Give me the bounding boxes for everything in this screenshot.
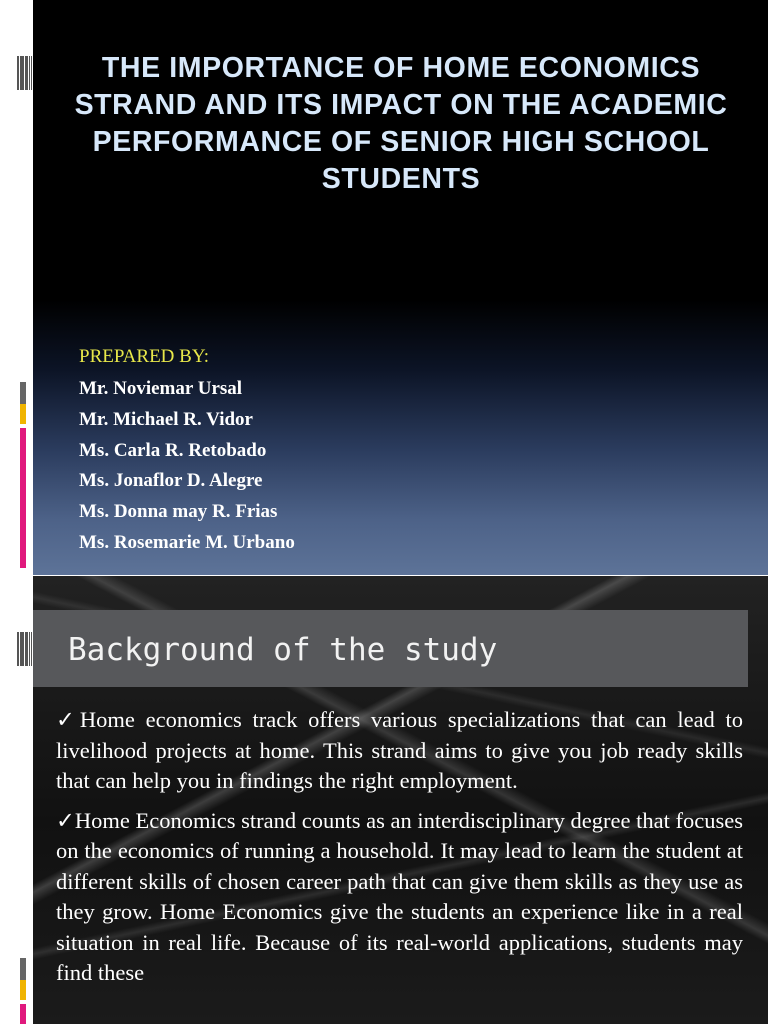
prepared-by-label: PREPARED BY: <box>79 346 210 367</box>
author-item: Ms. Rosemarie M. Urbano <box>79 531 295 553</box>
author-item: Ms. Carla R. Retobado <box>79 439 267 461</box>
background-slide <box>0 576 768 1024</box>
accent-bar-pink <box>20 428 26 568</box>
barcode-decoration-icon <box>17 632 33 666</box>
slide-title: THE IMPORTANCE OF HOME ECONOMICS STRAND AND ITS IMPACT ON THE ACADEMIC PERFORMANCE OF SENIOR HIGH SCHOOL STUDENTS <box>74 52 728 195</box>
author-item: Ms. Donna may R. Frias <box>79 501 278 523</box>
accent-bar-yellow <box>20 404 26 424</box>
bullet-paragraph: ✓Home Economics strand counts as an interdisciplinary degree that focuses on the economics of running a household. It may lead to learn the student at different skills of chosen career path that can give them skills as they use as they grow. Home Economics give the students an experience like in a real situation in real life. Because of its real-world applications, students may find these <box>56 807 743 985</box>
slide-heading: Background of the study <box>68 632 498 668</box>
accent-bar-pink <box>20 1004 26 1024</box>
barcode-decoration-icon <box>17 56 33 90</box>
author-item: Ms. Jonaflor D. Alegre <box>79 470 263 492</box>
bullet-paragraph: ✓Home economics track offers various specializations that can lead to livelihood projects at home. This strand aims to give you job ready skills that can help you in findings the right employment. <box>56 707 743 793</box>
slide-body <box>56 705 743 998</box>
author-item: Mr. Noviemar Ursal <box>79 378 243 399</box>
accent-bar-gray <box>20 382 26 404</box>
author-item: Mr. Michael R. Vidor <box>79 408 253 430</box>
accent-bar-yellow <box>20 980 26 1000</box>
author-list <box>79 376 295 561</box>
accent-bar-gray <box>20 958 26 980</box>
